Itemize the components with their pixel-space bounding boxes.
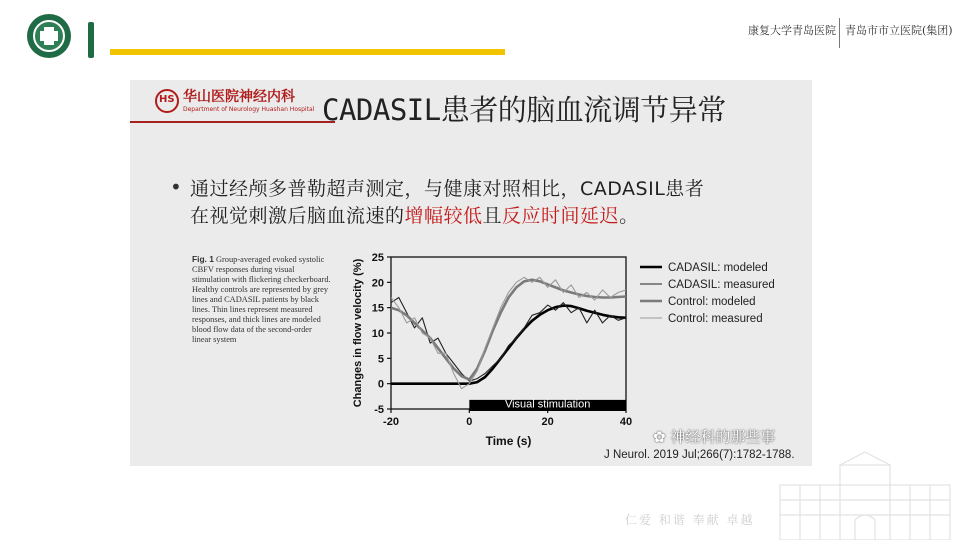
- header-group-name: 青岛市市立医院(集团): [845, 24, 953, 37]
- legend-label-1: CADASIL: measured: [668, 279, 775, 291]
- x-tick-label: 20: [541, 416, 554, 428]
- huashan-logo-text: HS: [159, 94, 175, 105]
- hospital-motto: 仁爱 和谐 奉献 卓越: [625, 513, 755, 527]
- figure-caption: [192, 254, 332, 345]
- department-name: 华山医院神经内科: [183, 89, 295, 105]
- wechat-watermark-text: 神经科的那些事: [670, 428, 776, 446]
- highlight-lower-increase: 增幅较低: [404, 205, 483, 227]
- bullet-line-2: [190, 201, 639, 228]
- citation: J Neurol. 2019 Jul;266(7):1782-1788.: [604, 449, 795, 461]
- y-tick-label: 20: [371, 277, 384, 290]
- department-english: Department of Neurology Huashan Hospital: [183, 106, 315, 113]
- x-axis-label: Time (s): [485, 434, 532, 448]
- cbfv-chart: [345, 245, 795, 450]
- stimulation-label: Visual stimulation: [504, 398, 591, 411]
- bullet-text-a: 在视觉刺激后脑血流速的: [190, 205, 405, 227]
- legend-label-2: Control: modeled: [668, 296, 756, 308]
- series-line-1: [391, 298, 626, 382]
- y-tick-label: 0: [377, 378, 384, 391]
- y-tick-label: 5: [377, 353, 384, 366]
- y-tick-label: 10: [371, 328, 384, 340]
- yellow-accent-line: [110, 49, 505, 55]
- x-tick-label: 0: [466, 416, 473, 428]
- y-tick-label: -5: [374, 404, 384, 416]
- wechat-icon: ✿: [653, 428, 666, 446]
- highlight-delayed-response: 反应时间延迟: [502, 205, 620, 227]
- bullet-line-1: 通过经颅多普勒超声测定，与健康对照相比，CADASIL患者: [190, 178, 705, 200]
- department-underline: [130, 121, 335, 123]
- logo-cross-horizontal: [40, 31, 58, 41]
- building-illustration: [770, 450, 960, 540]
- legend-label-3: Control: measured: [668, 313, 763, 325]
- green-accent-bar: [88, 22, 94, 58]
- bullet-text-b: 且: [482, 205, 503, 227]
- legend-label-0: CADASIL: modeled: [668, 262, 768, 274]
- y-tick-label: 15: [371, 302, 384, 315]
- figure-label: Fig. 1: [192, 254, 214, 264]
- figure-caption-text: Group-averaged evoked systolic CBFV responses during visual stimulation with flickering checkerboard. Healthy controls are represented by grey lines and CADASIL patients by black lines. Thin lines represent measured responses, and thick lines are modeled blood flow data of the second-order linear system: [192, 255, 331, 344]
- bullet-icon: •: [170, 175, 182, 199]
- bullet-text-c: 。: [619, 205, 639, 227]
- x-tick-label: -20: [383, 416, 399, 428]
- y-tick-label: 25: [371, 252, 384, 264]
- slide-title: CADASIL患者的脑血流调节异常: [322, 93, 726, 127]
- header-separator: [839, 18, 840, 48]
- y-axis-label: Changes in flow velocity (%): [352, 258, 364, 408]
- header-hospital-name: 康复大学青岛医院: [748, 24, 836, 37]
- wechat-watermark: [653, 426, 775, 447]
- x-tick-label: 40: [619, 416, 633, 428]
